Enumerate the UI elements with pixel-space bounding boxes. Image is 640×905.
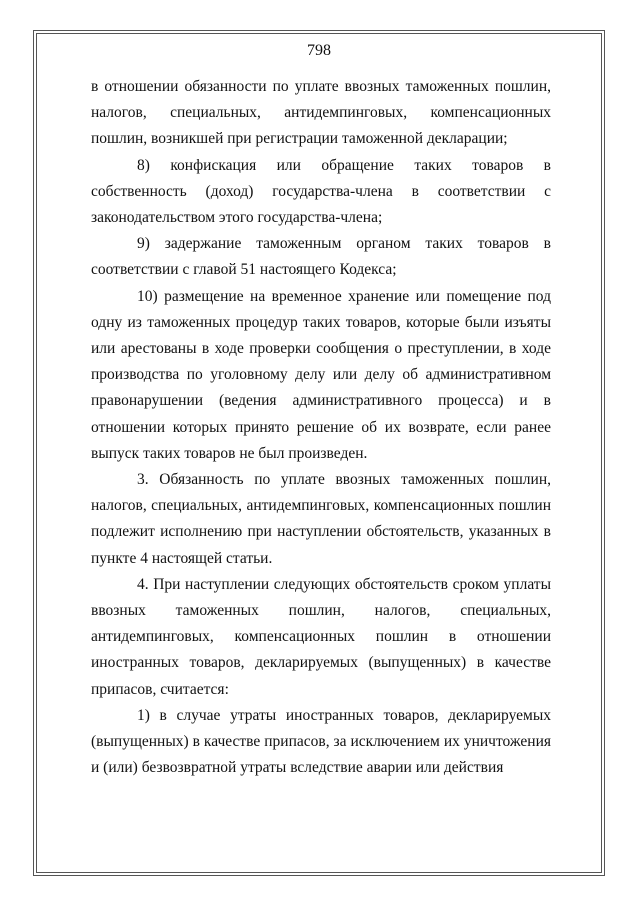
paragraph-clause-4: 4. При наступлении следующих обстоятельств сроком уплаты ввозных таможенных пошлин, налогов, специальных, антидемпинговых, компенсационных пошлин в отношении иностранных товаров, декларируемых (выпущенных) в качестве припасов, считается: — [91, 575, 551, 698]
page-number: 798 — [307, 42, 331, 59]
paragraph-item-10: 10) размещение на временное хранение или помещение под одну из таможенных процедур таких товаров, которые были изъяты или арестованы в ходе проверки сообщения о преступлении, в ходе производства по уголовному делу или делу об административном правонарушении (ведения административного процесса) и в отношении которых принято решение об их возврате, если ранее выпуск таких товаров не был произведен. — [91, 287, 551, 462]
paragraph-continuation: в отношении обязанности по уплате ввозных таможенных пошлин, налогов, специальных, антидемпинговых, компенсационных пошлин, возникшей при регистрации таможенной декларации; — [91, 78, 551, 148]
page-body — [91, 74, 551, 781]
document-page — [33, 30, 605, 876]
paragraph-item-8: 8) конфискация или обращение таких товаров в собственность (доход) государства-члена в соответствии с законодательством этого государства-члена; — [91, 156, 551, 227]
paragraph-item-9: 9) задержание таможенным органом таких товаров в соответствии с главой 51 настоящего Кодекса; — [91, 235, 551, 279]
paragraph-clause-3: 3. Обязанность по уплате ввозных таможенных пошлин, налогов, специальных, антидемпинговых, компенсационных пошлин подлежит исполнению при наступлении обстоятельств, указанных в пункте 4 настоящей статьи. — [91, 471, 551, 567]
paragraph-subitem-1: 1) в случае утраты иностранных товаров, декларируемых (выпущенных) в качестве припасов, за исключением их уничтожения и (или) безвозвратной утраты вследствие аварии или действия — [91, 706, 551, 777]
